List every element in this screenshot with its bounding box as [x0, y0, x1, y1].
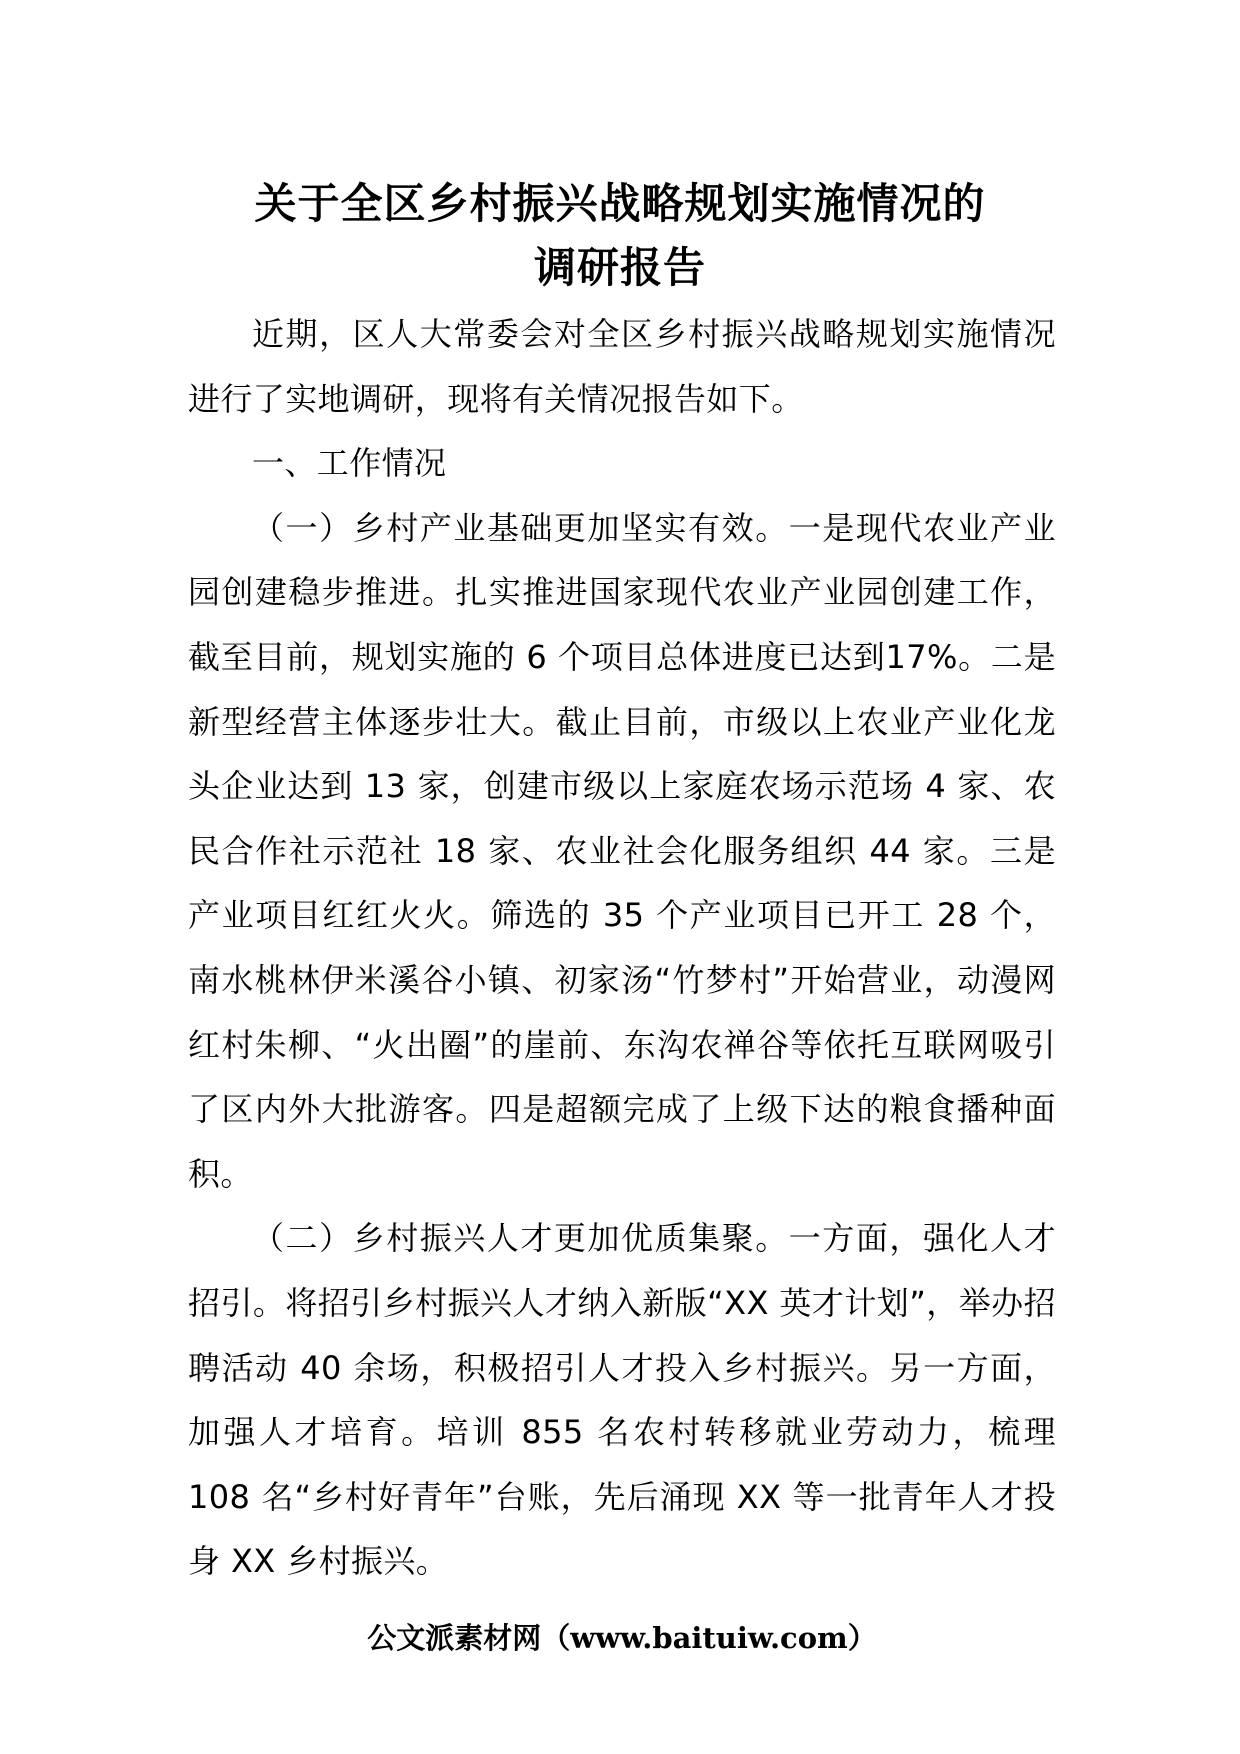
- section-heading-work-status: 一、工作情况: [252, 444, 447, 483]
- title-line-2: 调研报告: [533, 243, 706, 292]
- paragraph-rural-industry: （一）乡村产业基础更加坚实有效。一是现代农业产业园创建稳步推进。扎实推进国家现代农业产业园创建工作，截至目前，规划实施的 6 个项目总体进度已达到17%。二是新型经营主体逐步壮大。截止目前，市级以上农业产业化龙头企业达到 13 家，创建市级以上家庭农场示范场 4 家、农民合作社示范社 18 家、农业社会化服务组织 44 家。三是产业项目红红火火。筛选的 35 个产业项目已开工 28 个，南水桃林伊米溪谷小镇、初家汤“竹梦村”开始营业，动漫网红村朱柳、“火出圈”的崖前、东沟农禅谷等依托互联网吸引了区内外大批游客。四是超额完成了上级下达的粮食播种面积。: [188, 508, 1056, 1193]
- document-body: [188, 302, 1056, 1594]
- paragraph-rural-talent: （二）乡村振兴人才更加优质集聚。一方面，强化人才招引。将招引乡村振兴人才纳入新版“XX 英才计划”，举办招聘活动 40 余场，积极招引人才投入乡村振兴。另一方面，加强人才培育。培训 855 名农村转移就业劳动力，梳理 108 名“乡村好青年”台账，先后涌现 XX 等一批青年人才投身 XX 乡村振兴。: [188, 1219, 1056, 1581]
- document-title: [188, 172, 1052, 300]
- intro-paragraph: 近期，区人大常委会对全区乡村振兴战略规划实施情况进行了实地调研，现将有关情况报告如下。: [188, 315, 1056, 418]
- source-footer: 公文派素材网（www.baituiw.com）: [367, 1621, 877, 1655]
- title-line-1: 关于全区乡村振兴战略规划实施情况的: [254, 179, 986, 228]
